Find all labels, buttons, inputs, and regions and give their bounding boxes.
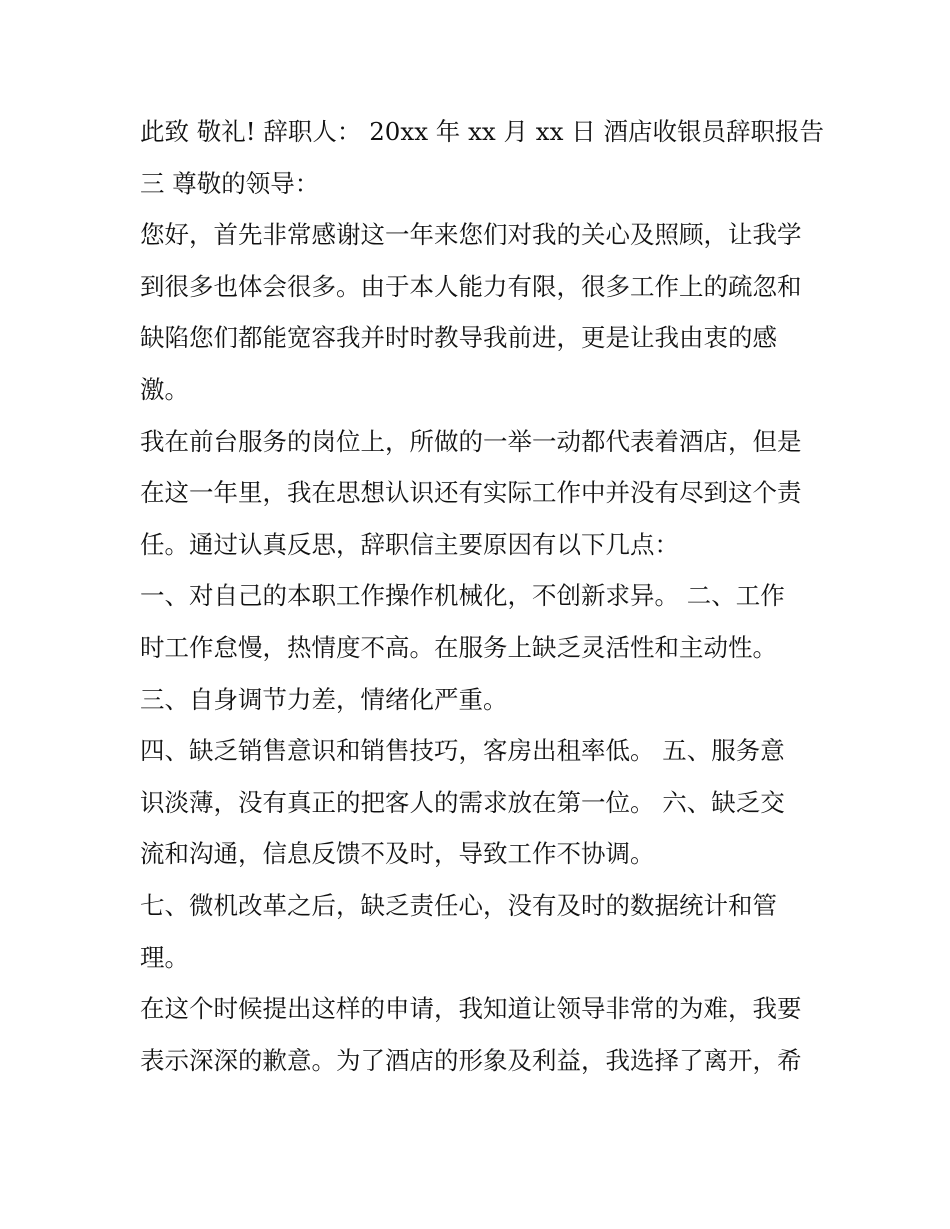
text-line-15: 流和沟通，信息反馈不及时，导致工作不协调。 <box>140 839 655 869</box>
text-line-19: 表示深深的歉意。为了酒店的形象及利益，我选择了离开，希 <box>140 1045 802 1075</box>
text-line-10: 一、对自己的本职工作操作机械化，不创新求异。 二、工作 <box>140 581 785 611</box>
document-body <box>140 106 825 1086</box>
text-line-4: 到很多也体会很多。由于本人能力有限，很多工作上的疏忽和 <box>140 271 802 301</box>
text-line-18: 在这个时候提出这样的申请，我知道让领导非常的为难，我要 <box>140 994 802 1024</box>
text-line-3: 您好，首先非常感谢这一年来您们对我的关心及照顾，让我学 <box>140 220 802 250</box>
text-line-1: 此致 敬礼! 辞职人： 20xx 年 xx 月 xx 日 酒店收银员辞职报告 <box>140 117 825 146</box>
text-line-17: 理。 <box>140 942 189 972</box>
text-line-14: 识淡薄，没有真正的把客人的需求放在第一位。 六、缺乏交 <box>140 787 785 817</box>
text-line-11: 时工作怠慢，热情度不高。在服务上缺乏灵活性和主动性。 <box>140 632 777 662</box>
text-line-6: 激。 <box>140 374 189 404</box>
text-line-8: 在这一年里，我在思想认识还有实际工作中并没有尽到这个责 <box>140 478 802 508</box>
text-line-2: 三 尊敬的领导： <box>140 168 320 198</box>
text-line-16: 七、微机改革之后，缺乏责任心，没有及时的数据统计和管 <box>140 890 777 920</box>
text-line-12: 三、自身调节力差，情绪化严重。 <box>140 684 508 714</box>
text-line-13: 四、缺乏销售意识和销售技巧，客房出租率低。 五、服务意 <box>140 736 785 766</box>
text-line-7: 我在前台服务的岗位上，所做的一举一动都代表着酒店，但是 <box>140 426 802 456</box>
text-line-9: 任。通过认真反思，辞职信主要原因有以下几点： <box>140 529 679 559</box>
text-line-5: 缺陷您们都能宽容我并时时教导我前进，更是让我由衷的感 <box>140 323 777 353</box>
